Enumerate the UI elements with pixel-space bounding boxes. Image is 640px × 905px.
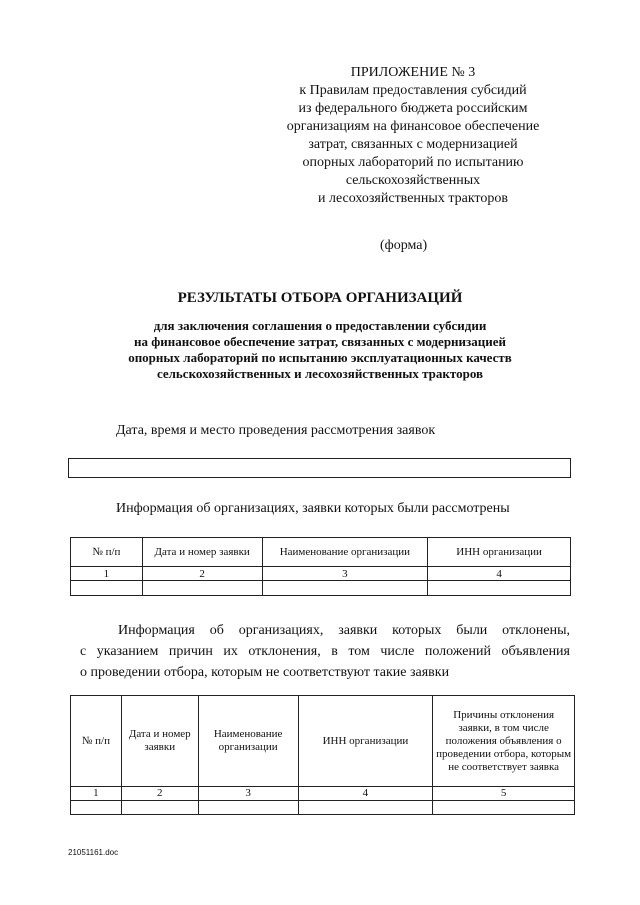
appendix-line: из федерального бюджета российским — [298, 101, 528, 116]
subtitle-line: опорных лабораторий по испытанию эксплуатационных качеств — [128, 350, 512, 365]
subtitle-line: сельскохозяйственных и лесохозяйственных тракторов — [156, 366, 484, 381]
column-number: 4 — [428, 567, 571, 581]
appendix-line: ПРИЛОЖЕНИЕ № 3 — [350, 65, 476, 80]
table-cell[interactable] — [433, 801, 575, 815]
appendix-line: и лесохозяйственных тракторов — [318, 191, 508, 206]
column-header: № п/п — [71, 538, 143, 567]
table-cell[interactable] — [198, 801, 298, 815]
appendix-line: организациям на финансовое обеспечение — [286, 119, 540, 134]
subtitle-line: на финансовое обеспечение затрат, связанных с модернизацией — [133, 334, 506, 349]
table-cell[interactable] — [428, 581, 571, 596]
column-header: Дата и номер заявки — [142, 538, 262, 567]
rejected-info-label — [80, 620, 570, 683]
table-header-row — [71, 696, 575, 787]
table-cell[interactable] — [298, 801, 433, 815]
column-header: № п/п — [71, 696, 122, 787]
document-title: РЕЗУЛЬТАТЫ ОТБОРА ОРГАНИЗАЦИЙ — [177, 290, 463, 306]
table-cell[interactable] — [121, 801, 198, 815]
rejected-label-line: с указанием причин их отклонения, в том числе положений объявления — [80, 644, 570, 659]
table-row — [71, 801, 575, 815]
appendix-line: затрат, связанных с модернизацией — [308, 137, 518, 152]
table-cell[interactable] — [71, 801, 122, 815]
column-header: Дата и номер заявки — [121, 696, 198, 787]
column-header: Наименование организации — [198, 696, 298, 787]
rejected-label-line: Информация об организациях, заявки которых были отклонены, — [118, 623, 570, 638]
column-number: 2 — [142, 567, 262, 581]
appendix-line: сельскохозяйственных — [345, 173, 481, 188]
table-cell[interactable] — [142, 581, 262, 596]
column-number: 1 — [71, 567, 143, 581]
table-header-row — [71, 538, 571, 567]
column-number: 3 — [198, 787, 298, 801]
table-cell[interactable] — [262, 581, 428, 596]
column-number: 2 — [121, 787, 198, 801]
rejected-label-line: о проведении отбора, которым не соответствуют такие заявки — [80, 665, 450, 680]
rejected-table — [70, 695, 575, 815]
date-time-place-label: Дата, время и место проведения рассмотрения заявок — [116, 423, 436, 438]
column-number-row — [71, 787, 575, 801]
form-label: (форма) — [380, 238, 428, 253]
appendix-line: опорных лабораторий по испытанию — [302, 155, 524, 170]
appendix-header — [268, 64, 558, 208]
column-header: ИНН организации — [428, 538, 571, 567]
table-cell[interactable] — [71, 581, 143, 596]
column-header: Наименование организации — [262, 538, 428, 567]
considered-table — [70, 537, 571, 596]
appendix-line: к Правилам предоставления субсидий — [299, 83, 527, 98]
column-header: ИНН организации — [298, 696, 433, 787]
column-number: 1 — [71, 787, 122, 801]
column-number: 5 — [433, 787, 575, 801]
considered-info-label: Информация об организациях, заявки которых были рассмотрены — [116, 501, 510, 516]
column-number: 3 — [262, 567, 428, 581]
subtitle-line: для заключения соглашения о предоставлении субсидии — [153, 318, 487, 333]
column-number-row — [71, 567, 571, 581]
document-subtitle — [70, 318, 570, 382]
date-time-place-field[interactable] — [68, 458, 571, 478]
file-name-footer: 21051161.doc — [68, 848, 119, 857]
column-header: Причины отклонения заявки, в том числе положения объявления о проведении отбора, которым не соответствует заявка — [433, 696, 575, 787]
column-number: 4 — [298, 787, 433, 801]
table-row — [71, 581, 571, 596]
